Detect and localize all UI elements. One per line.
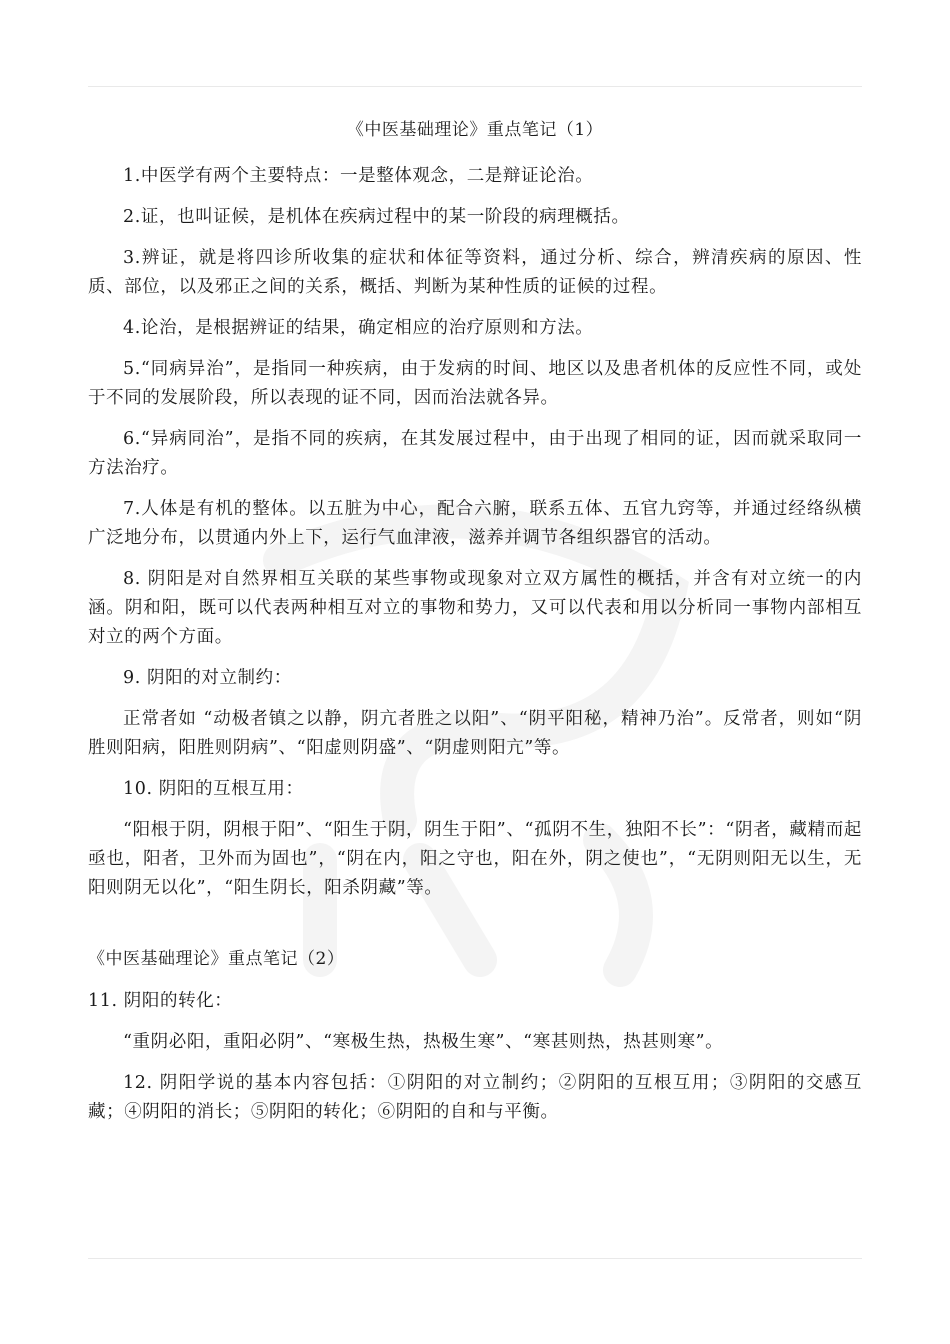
note-item-10-body: “阳根于阴，阴根于阳”、“阳生于阴，阴生于阳”、“孤阴不生，独阳不长”：“阴者，藏精而起亟也，阳者，卫外而为固也”，“阴在内，阳之守也，阳在外，阴之使也”，“无阴则阳无以生，无阳则阴无以化”，“阳生阴长，阳杀阴藏”等。: [88, 820, 862, 898]
note-item-9-heading: 9. 阴阳的对立制约：: [123, 668, 292, 688]
note-item-6: 6.“异病同治”，是指不同的疾病，在其发展过程中，由于出现了相同的证，因而就采取同一方法治疗。: [88, 429, 862, 478]
section-2-title: 《中医基础理论》重点笔记（2）: [88, 949, 345, 969]
note-item-11-body: “重阴必阳，重阳必阴”、“寒极生热，热极生寒”、“寒甚则热，热甚则寒”。: [123, 1032, 724, 1052]
note-item-3: 3.辨证，就是将四诊所收集的症状和体征等资料，通过分析、综合，辨清疾病的原因、性质、部位，以及邪正之间的关系，概括、判断为某种性质的证候的过程。: [88, 248, 862, 297]
note-item-8: 8. 阴阳是对自然界相互关联的某些事物或现象对立双方属性的概括，并含有对立统一的内涵。阴和阳，既可以代表两种相互对立的事物和势力，又可以代表和用以分析同一事物内部相互对立的两个方面。: [88, 569, 862, 647]
note-item-7: 7.人体是有机的整体。以五脏为中心，配合六腑，联系五体、五官九窍等，并通过经络纵横广泛地分布，以贯通内外上下，运行气血津液，滋养并调节各组织器官的活动。: [88, 499, 862, 548]
section-1-title: 《中医基础理论》重点笔记（1）: [346, 120, 604, 140]
note-item-1: 1.中医学有两个主要特点：一是整体观念，二是辩证论治。: [123, 166, 594, 186]
bottom-divider: [88, 1258, 862, 1259]
note-item-4: 4.论治，是根据辨证的结果，确定相应的治疗原则和方法。: [123, 318, 594, 338]
note-item-2: 2.证，也叫证候，是机体在疾病过程中的某一阶段的病理概括。: [123, 207, 630, 227]
note-item-10-heading: 10. 阴阳的互根互用：: [123, 779, 304, 799]
note-item-12: 12. 阴阳学说的基本内容包括：①阴阳的对立制约；②阴阳的互根互用；③阴阳的交感互藏；④阴阳的消长；⑤阴阳的转化；⑥阴阳的自和与平衡。: [88, 1073, 862, 1122]
note-item-9-body: 正常者如 “动极者镇之以静，阴亢者胜之以阳”、“阴平阳秘，精神乃治”。反常者，则如“阴胜则阳病，阳胜则阴病”、“阳虚则阴盛”、“阴虚则阳亢”等。: [88, 709, 862, 758]
top-divider: [88, 86, 862, 87]
document-page: [88, 116, 862, 1139]
note-item-5: 5.“同病异治”，是指同一种疾病，由于发病的时间、地区以及患者机体的反应性不同，或处于不同的发展阶段，所以表现的证不同，因而治法就各异。: [88, 359, 862, 408]
note-item-11-heading: 11. 阴阳的转化：: [88, 991, 233, 1011]
section-spacer: [88, 915, 862, 945]
